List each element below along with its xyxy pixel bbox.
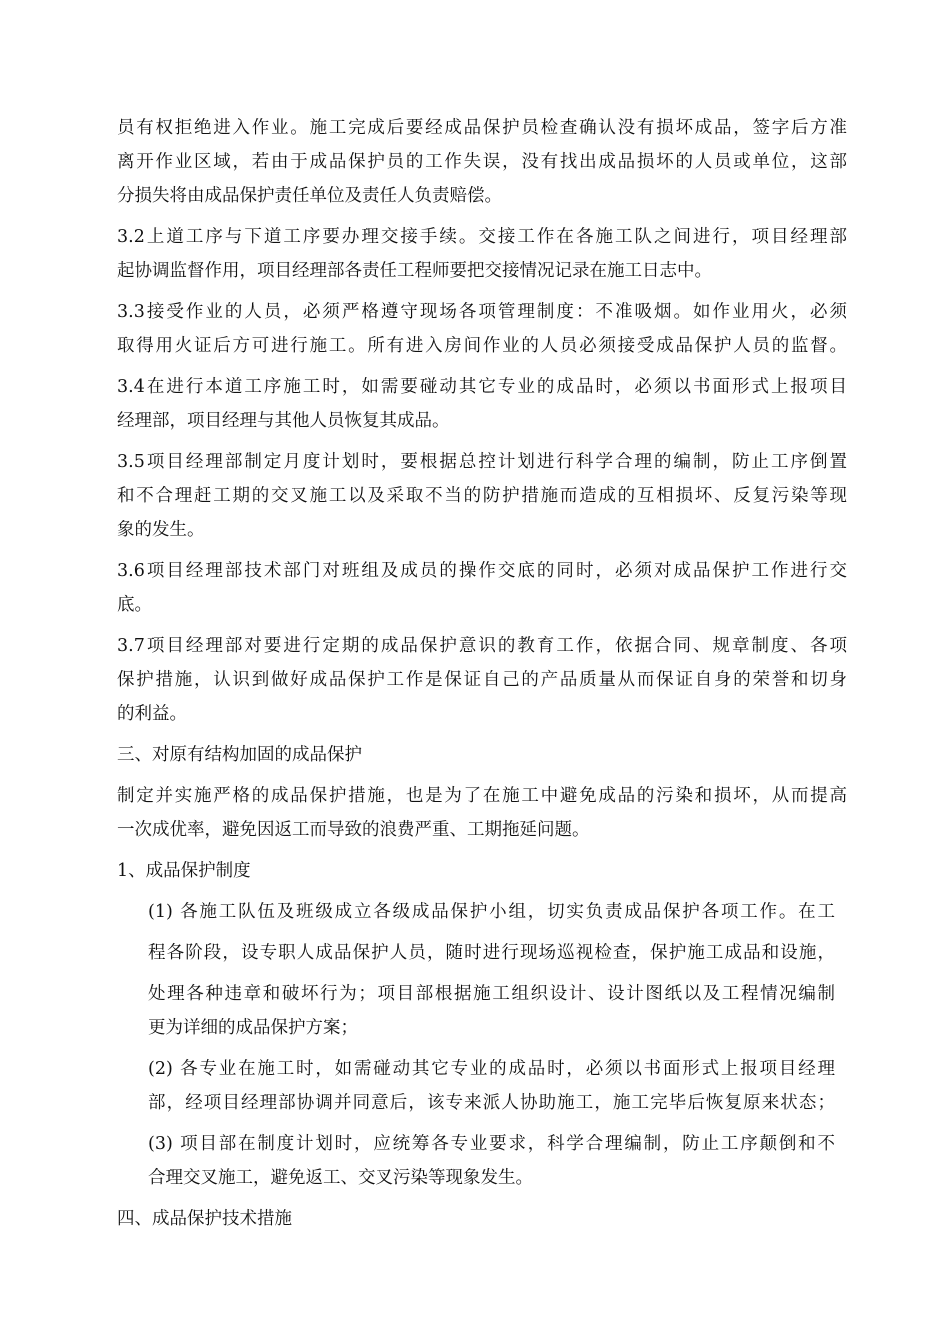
list-item-line: 程各阶段，设专职人成品保护人员，随时进行现场巡视检查，保护施工成品和设施， xyxy=(148,943,835,963)
paragraph-line: 3.7项目经理部对要进行定期的成品保护意识的教育工作，依据合同、规章制度、各项 xyxy=(117,636,847,656)
paragraph-line: 分损失将由成品保护责任单位及责任人负责赔偿。 xyxy=(117,186,502,206)
list-item-line: 部，经项目经理部协调并同意后，该专来派人协助施工，施工完毕后恢复原来状态； xyxy=(148,1093,835,1113)
section-heading: 三、对原有结构加固的成品保护 xyxy=(117,745,362,765)
paragraph-line: 和不合理赶工期的交叉施工以及采取不当的防护措施而造成的互相损坏、反复污染等现 xyxy=(117,486,847,506)
list-item-line: (1) 各施工队伍及班级成立各级成品保护小组，切实负责成品保护各项工作。在工 xyxy=(148,902,835,922)
paragraph-line: 取得用火证后方可进行施工。所有进入房间作业的人员必须接受成品保护人员的监督。 xyxy=(117,336,847,356)
subsection-heading: 1、成品保护制度 xyxy=(117,861,251,881)
paragraph-line: 底。 xyxy=(117,595,152,615)
paragraph-line: 3.5项目经理部制定月度计划时，要根据总控计划进行科学合理的编制，防止工序倒置 xyxy=(117,452,847,472)
paragraph-line: 离开作业区域，若由于成品保护员的工作失误，没有找出成品损坏的人员或单位，这部 xyxy=(117,152,847,172)
paragraph-line: 员有权拒绝进入作业。施工完成后要经成品保护员检查确认没有损坏成品，签字后方准 xyxy=(117,118,847,138)
paragraph-line: 经理部，项目经理与其他人员恢复其成品。 xyxy=(117,411,450,431)
paragraph-line: 起协调监督作用，项目经理部各责任工程师要把交接情况记录在施工日志中。 xyxy=(117,261,712,281)
paragraph-line: 一次成优率，避免因返工而导致的浪费严重、工期拖延问题。 xyxy=(117,820,590,840)
paragraph-line: 3.2上道工序与下道工序要办理交接手续。交接工作在各施工队之间进行，项目经理部 xyxy=(117,227,847,247)
list-item-line: 处理各种违章和破坏行为；项目部根据施工组织设计、设计图纸以及工程情况编制 xyxy=(148,984,835,1004)
paragraph-line: 3.4在进行本道工序施工时，如需要碰动其它专业的成品时，必须以书面形式上报项目 xyxy=(117,377,847,397)
list-item-line: (3) 项目部在制度计划时，应统筹各专业要求，科学合理编制，防止工序颠倒和不 xyxy=(148,1134,835,1154)
paragraph-line: 制定并实施严格的成品保护措施，也是为了在施工中避免成品的污染和损坏，从而提高 xyxy=(117,786,847,806)
paragraph-line: 3.3接受作业的人员，必须严格遵守现场各项管理制度：不准吸烟。如作业用火，必须 xyxy=(117,302,847,322)
paragraph-line: 保护措施，认识到做好成品保护工作是保证自己的产品质量从而保证自身的荣誉和切身 xyxy=(117,670,847,690)
list-item-line: (2) 各专业在施工时，如需碰动其它专业的成品时，必须以书面形式上报项目经理 xyxy=(148,1059,835,1079)
paragraph-line: 象的发生。 xyxy=(117,520,205,540)
paragraph-line: 的利益。 xyxy=(117,704,187,724)
list-item-line: 合理交叉施工，避免返工、交叉污染等现象发生。 xyxy=(148,1168,533,1188)
section-heading: 四、成品保护技术措施 xyxy=(117,1209,292,1229)
list-item-line: 更为详细的成品保护方案； xyxy=(148,1018,358,1038)
paragraph-line: 3.6项目经理部技术部门对班组及成员的操作交底的同时，必须对成品保护工作进行交 xyxy=(117,561,847,581)
